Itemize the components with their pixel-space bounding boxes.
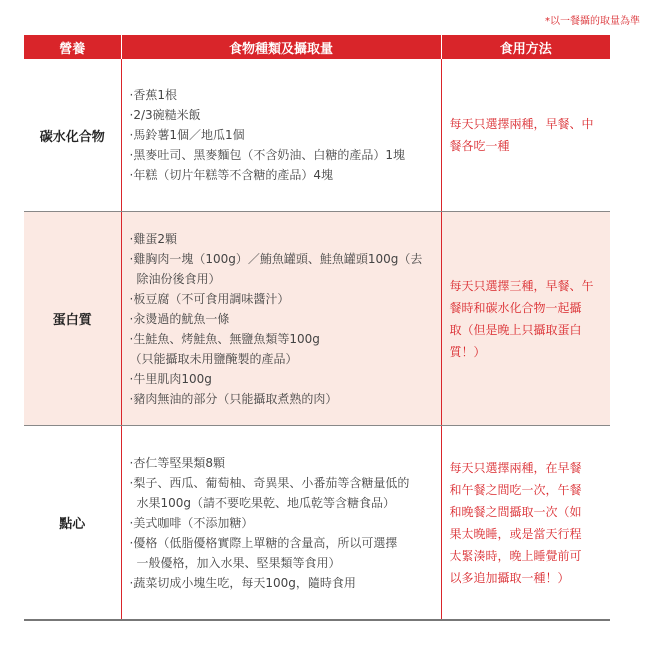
method-line: 每天只選擇兩種，在早餐: [449, 460, 582, 475]
table-header-row: [24, 35, 610, 59]
food-item: 一般優格，加入水果、堅果類等食用）: [136, 555, 341, 570]
food-item: ·年糕（切片年糕等不含糖的產品）4塊: [129, 168, 333, 182]
method-line: 和午餐之間吃一次，午餐: [449, 482, 582, 497]
method-line: 和晚餐之間攝取一次（如: [449, 504, 582, 519]
food-item: ·美式咖啡（不添加糖）: [129, 515, 254, 530]
header-method: 食用方法: [441, 35, 610, 59]
food-item: 除油份後食用）: [136, 271, 221, 286]
food-item: ·2/3碗糙米飯: [129, 108, 201, 122]
foods-cell: [121, 212, 441, 426]
table-row-protein: [24, 212, 610, 426]
food-item: ·梨子、西瓜、葡萄柚、奇異果、小番茄等含糖量低的: [129, 475, 410, 490]
food-item: ·牛里肌肉100g: [129, 371, 212, 386]
header-nutrient: 營養: [24, 35, 121, 59]
method-line: 果太晚睡，或是當天行程: [449, 526, 582, 541]
method-line: 餐各吃一種: [449, 139, 510, 153]
food-item: ·蔬菜切成小塊生吃，每天100g，隨時食用: [129, 575, 356, 590]
method-line: 質！）: [449, 344, 486, 359]
food-item: ·香蕉1根: [129, 88, 177, 102]
method-line: 以多追加攝取一種！）: [449, 570, 570, 585]
footnote: *以一餐攝的取量為準: [545, 16, 640, 27]
foods-cell: [121, 59, 441, 212]
method-cell: [441, 426, 610, 621]
category-cell: 蛋白質: [24, 212, 121, 426]
diet-table: [24, 35, 610, 621]
method-cell: [441, 59, 610, 212]
method-line: 太緊湊時，晚上睡覺前可: [449, 548, 582, 563]
food-item: ·生鮭魚、烤鮭魚、無鹽魚類等100g: [129, 331, 320, 346]
food-item: ·優格（低脂優格實際上單糖的含量高，所以可選擇: [129, 535, 398, 550]
food-item: ·馬鈴薯1個／地瓜1個: [129, 128, 245, 142]
table-row-snacks: [24, 426, 610, 621]
food-item: ·雞蛋2顆: [129, 231, 177, 246]
method-cell: [441, 212, 610, 426]
category-cell: 碳水化合物: [24, 59, 121, 212]
foods-cell: [121, 426, 441, 621]
header-foods: 食物種類及攝取量: [121, 35, 441, 59]
food-item: ·豬肉無油的部分（只能攝取煮熟的肉）: [129, 391, 338, 406]
category-cell: 點心: [24, 426, 121, 621]
method-line: 餐時和碳水化合物一起攝: [449, 300, 582, 315]
table-row-carbohydrates: [24, 59, 610, 212]
food-item: ·黑麥吐司、黑麥麵包（不含奶油、白糖的產品）1塊: [129, 148, 405, 162]
food-item: （只能攝取未用鹽醃製的產品）: [129, 351, 298, 366]
food-item: 水果100g（請不要吃果乾、地瓜乾等含糖食品）: [136, 495, 396, 510]
food-item: ·汆燙過的魷魚一條: [129, 311, 230, 326]
food-item: ·杏仁等堅果類8顆: [129, 455, 225, 470]
food-item: ·板豆腐（不可食用調味醬汁）: [129, 291, 290, 306]
food-item: ·雞胸肉一塊（100g）／鮪魚罐頭、鮭魚罐頭100g（去: [129, 251, 423, 266]
method-line: 每天只選擇三種，早餐、午: [449, 278, 594, 293]
method-line: 每天只選擇兩種，早餐、中: [449, 117, 594, 131]
method-line: 取（但是晚上只攝取蛋白: [449, 322, 582, 337]
